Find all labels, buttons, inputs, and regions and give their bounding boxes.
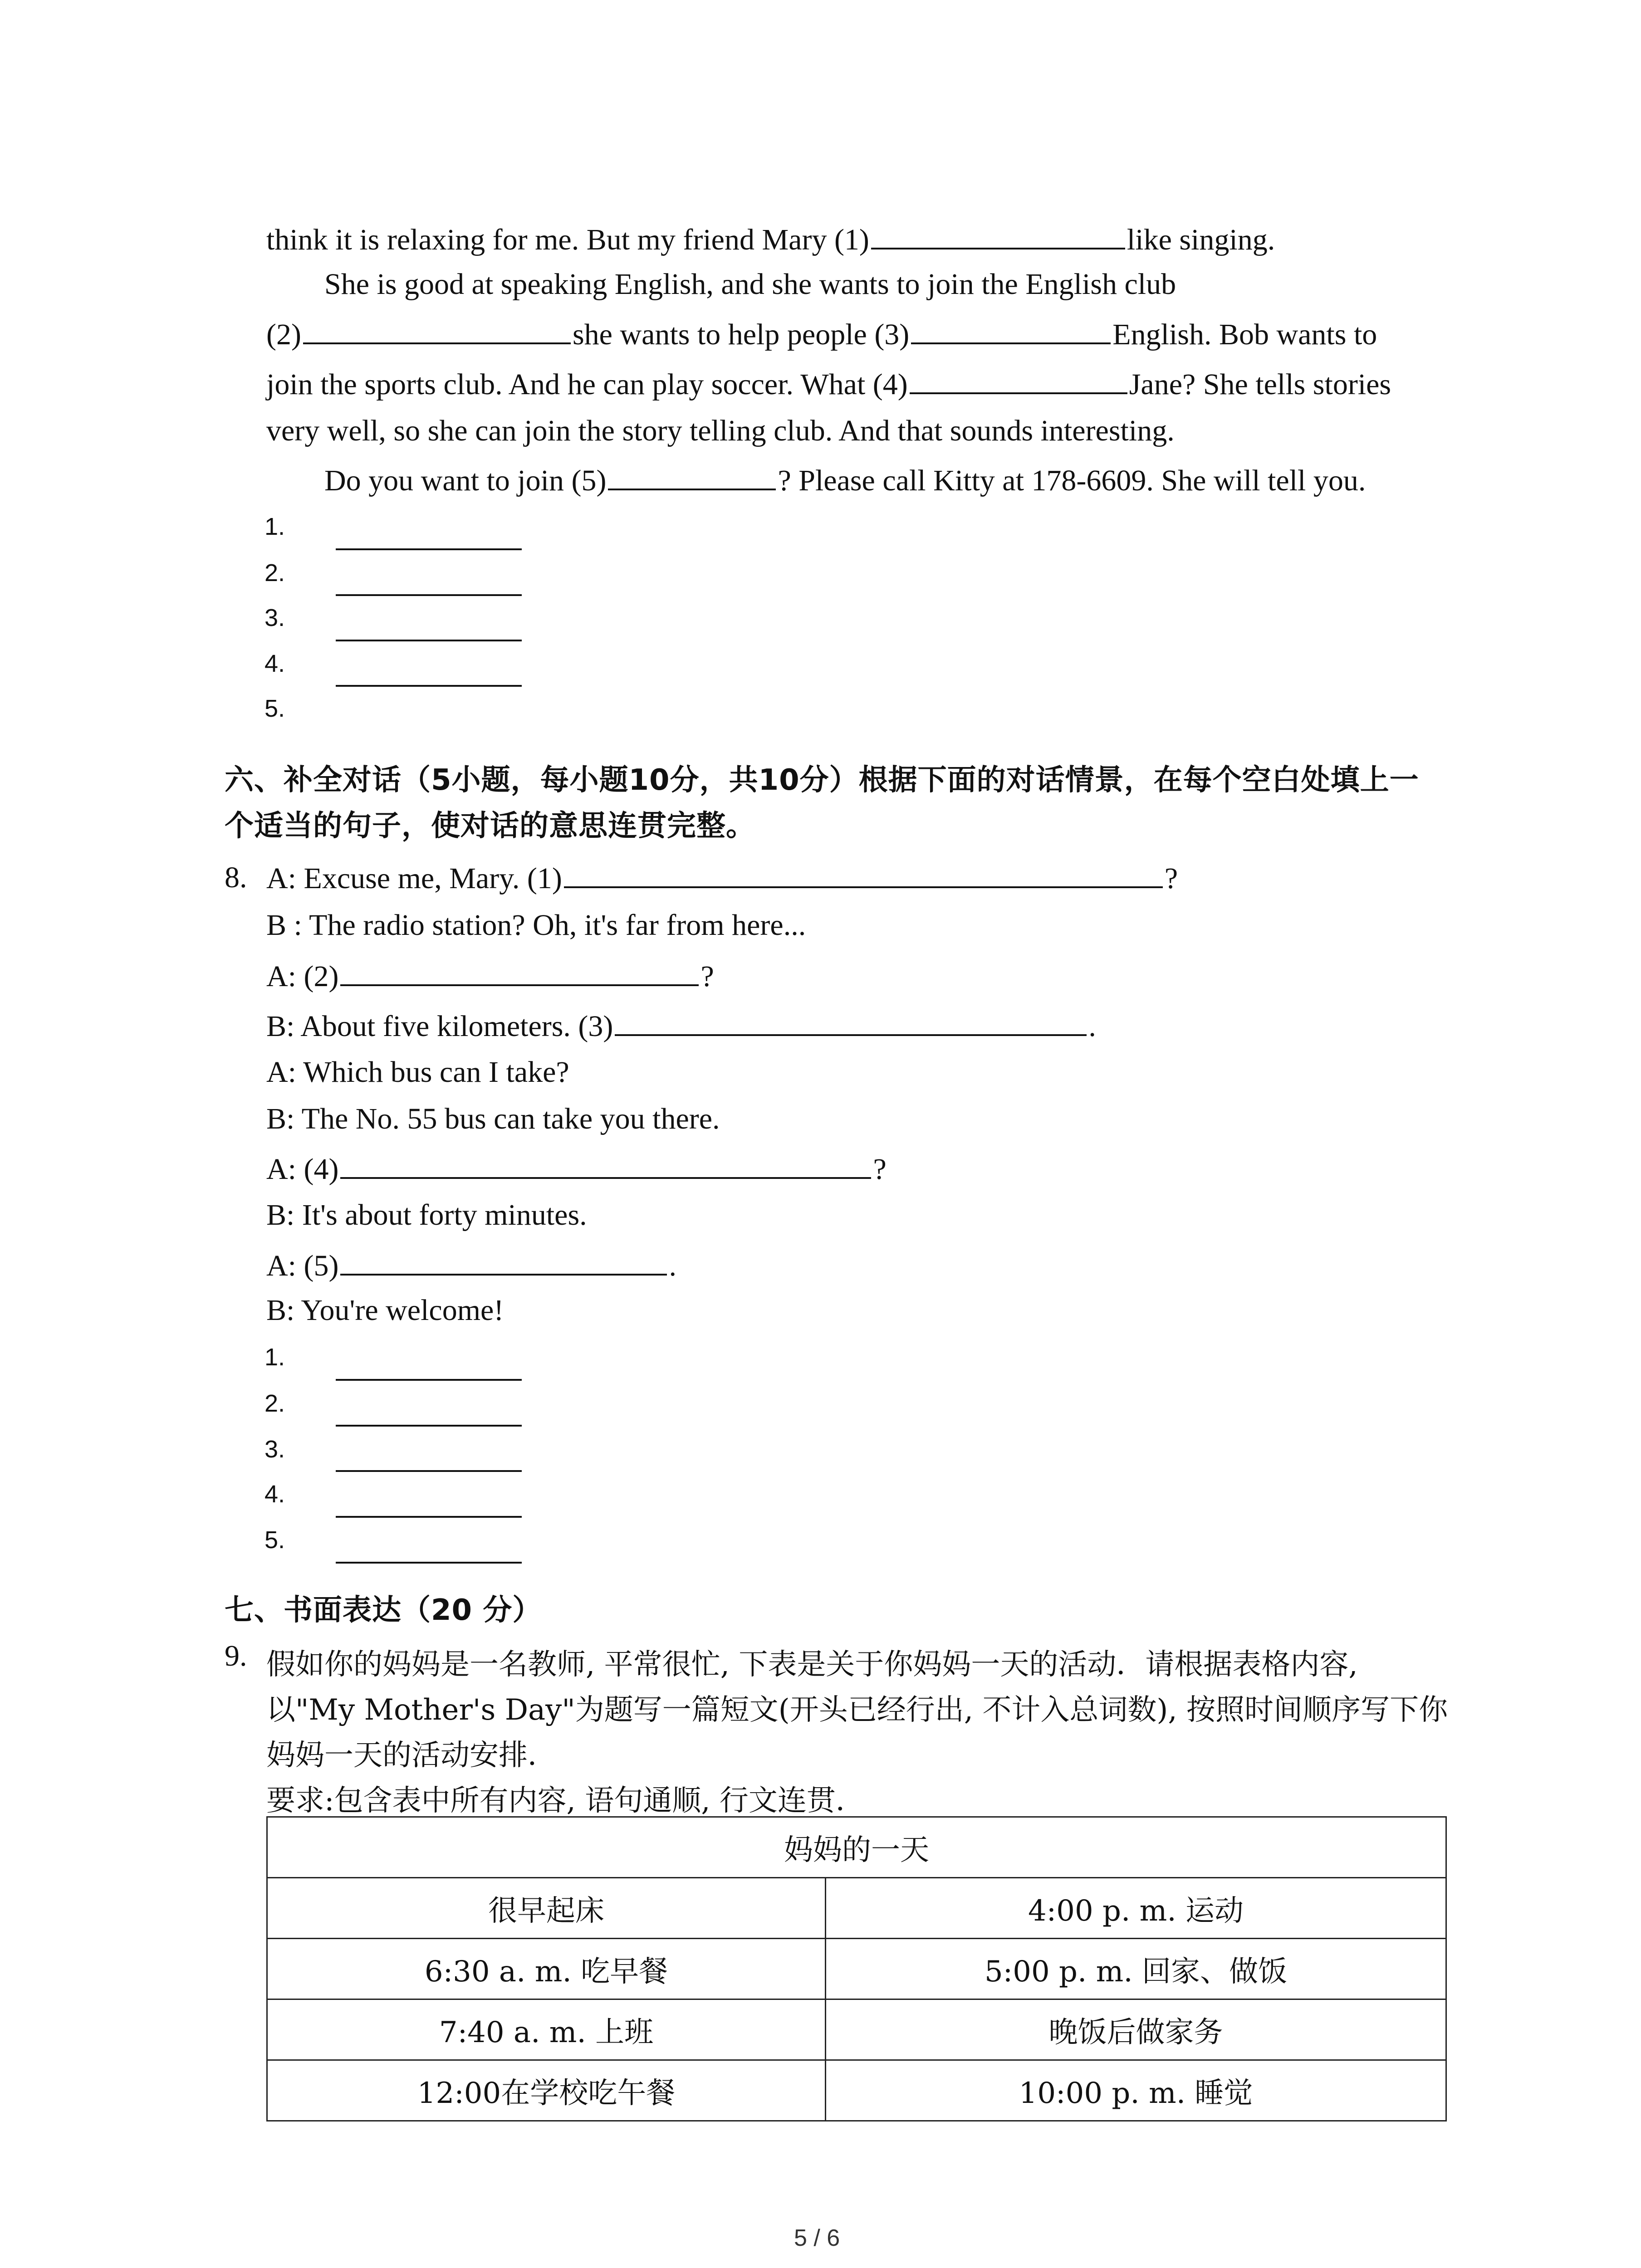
dialogue-blank-4[interactable] (340, 1154, 871, 1179)
table-row (267, 1878, 1446, 1939)
requirements-line: 要求:包含表中所有内容, 语句通顺, 行文连贯． (266, 1784, 865, 1818)
passage-line-4 (266, 369, 1391, 400)
answer-number-2: 2. (265, 559, 285, 587)
answer-line-3[interactable] (336, 640, 522, 641)
dialogue-text: A: (5) (266, 1249, 339, 1282)
dialogue-text: ? (873, 1153, 887, 1186)
table-cell: 12:00在学校吃午餐 (267, 2060, 826, 2121)
section-6-heading: 六、补全对话（5小题，每小题10分，共10分）根据下面的对话情景，在每个空白处填上一 (225, 763, 1419, 797)
dialogue-text: A: (4) (266, 1153, 339, 1186)
passage-text: English. Bob wants to (1112, 318, 1377, 351)
answer-line-4[interactable] (336, 685, 522, 687)
dialogue-line-7 (266, 1154, 887, 1184)
answer-number-1: 1. (265, 1344, 285, 1371)
dialogue-text: . (669, 1249, 676, 1282)
answer-number-4: 4. (265, 650, 285, 677)
answer-number-3: 3. (265, 1436, 285, 1463)
blank-5[interactable] (608, 465, 776, 490)
blank-1[interactable] (871, 224, 1125, 249)
passage-text: think it is relaxing for me. But my friend Mary (1) (266, 223, 869, 256)
dialogue-blank-2[interactable] (340, 961, 699, 986)
dialogue-line-2: B : The radio station? Oh, it's far from here... (266, 909, 806, 942)
prompt-line-3: 妈妈一天的活动安排． (266, 1739, 557, 1772)
answer-number-5: 5. (265, 1526, 285, 1554)
section-6-heading-cont: 个适当的句子，使对话的意思连贯完整。 (225, 809, 755, 843)
dialogue-blank-5[interactable] (340, 1250, 667, 1276)
answer-number-4: 4. (265, 1481, 285, 1508)
passage-line-2: She is good at speaking English, and she wants to join the English club (324, 268, 1176, 301)
passage-line-5: very well, so she can join the story telling club. And that sounds interesting. (266, 414, 1175, 447)
passage-text: like singing. (1127, 223, 1275, 256)
passage-text: Do you want to join (5) (324, 464, 607, 497)
dialogue-line-4 (266, 1011, 1096, 1041)
blank-4[interactable] (910, 369, 1127, 394)
dialogue-line-8: B: It's about forty minutes. (266, 1198, 587, 1232)
table-cell: 10:00 p. m. 睡觉 (826, 2060, 1446, 2121)
table-row (267, 2060, 1446, 2121)
blank-2[interactable] (303, 319, 571, 344)
question-number-9: 9. (225, 1639, 247, 1672)
question-number-8: 8. (225, 861, 247, 894)
dialogue-text: A: (2) (266, 960, 339, 993)
passage-text: she wants to help people (3) (572, 318, 910, 351)
table-cell: 4:00 p. m. 运动 (826, 1878, 1446, 1939)
answer-line-4[interactable] (336, 1516, 522, 1518)
answer-number-3: 3. (265, 604, 285, 631)
answer-line-3[interactable] (336, 1470, 522, 1472)
dialogue-line-6: B: The No. 55 bus can take you there. (266, 1102, 720, 1135)
passage-text: join the sports club. And he can play soccer. What (4) (266, 368, 908, 401)
table-cell: 7:40 a. m. 上班 (267, 1999, 826, 2060)
table-cell: 6:30 a. m. 吃早餐 (267, 1939, 826, 1999)
passage-line-6 (324, 465, 1366, 496)
blank-3[interactable] (911, 319, 1111, 344)
prompt-line-1: 假如你的妈妈是一名教师, 平常很忙, 下表是关于你妈妈一天的活动．请根据表格内容, (266, 1648, 1358, 1681)
page-number: 5 / 6 (794, 2225, 840, 2251)
prompt-line-2: 以"My Mother's Day"为题写一篇短文(开头已经行出, 不计入总词数), 按照时间顺序写下你 (266, 1693, 1448, 1727)
dialogue-text: ? (1164, 862, 1178, 895)
answer-line-1[interactable] (336, 548, 522, 550)
dialogue-text: B: About five kilometers. (3) (266, 1010, 613, 1043)
table-cell: 很早起床 (267, 1878, 826, 1939)
answer-number-2: 2. (265, 1390, 285, 1417)
dialogue-text: A: Excuse me, Mary. (1) (266, 862, 562, 895)
table-row (267, 1999, 1446, 2060)
passage-text: ? Please call Kitty at 178-6609. She will tell you. (778, 464, 1366, 497)
dialogue-line-10: B: You're welcome! (266, 1294, 504, 1327)
table-cell: 晚饭后做家务 (826, 1999, 1446, 2060)
passage-line-1 (266, 224, 1275, 255)
answer-number-5: 5. (265, 695, 285, 722)
table-row (267, 1939, 1446, 1999)
section-7-heading: 七、书面表达（20 分） (225, 1593, 542, 1627)
passage-text: Jane? She tells stories (1129, 368, 1391, 401)
dialogue-line-9 (266, 1250, 676, 1281)
table-title: 妈妈的一天 (267, 1817, 1446, 1878)
dialogue-line-1 (266, 863, 1178, 894)
answer-number-1: 1. (265, 513, 285, 540)
table-title-row (267, 1817, 1446, 1878)
answer-line-2[interactable] (336, 1425, 522, 1427)
dialogue-blank-1[interactable] (564, 863, 1163, 888)
answer-line-5[interactable] (336, 1562, 522, 1564)
passage-line-3 (266, 319, 1377, 350)
activity-table (266, 1816, 1447, 2121)
dialogue-blank-3[interactable] (615, 1011, 1087, 1036)
answer-line-1[interactable] (336, 1379, 522, 1381)
passage-text: (2) (266, 318, 301, 351)
answer-line-2[interactable] (336, 594, 522, 596)
table-cell: 5:00 p. m. 回家、做饭 (826, 1939, 1446, 1999)
dialogue-text: . (1088, 1010, 1096, 1043)
dialogue-line-3 (266, 961, 714, 992)
dialogue-line-5: A: Which bus can I take? (266, 1056, 569, 1089)
dialogue-text: ? (700, 960, 714, 993)
